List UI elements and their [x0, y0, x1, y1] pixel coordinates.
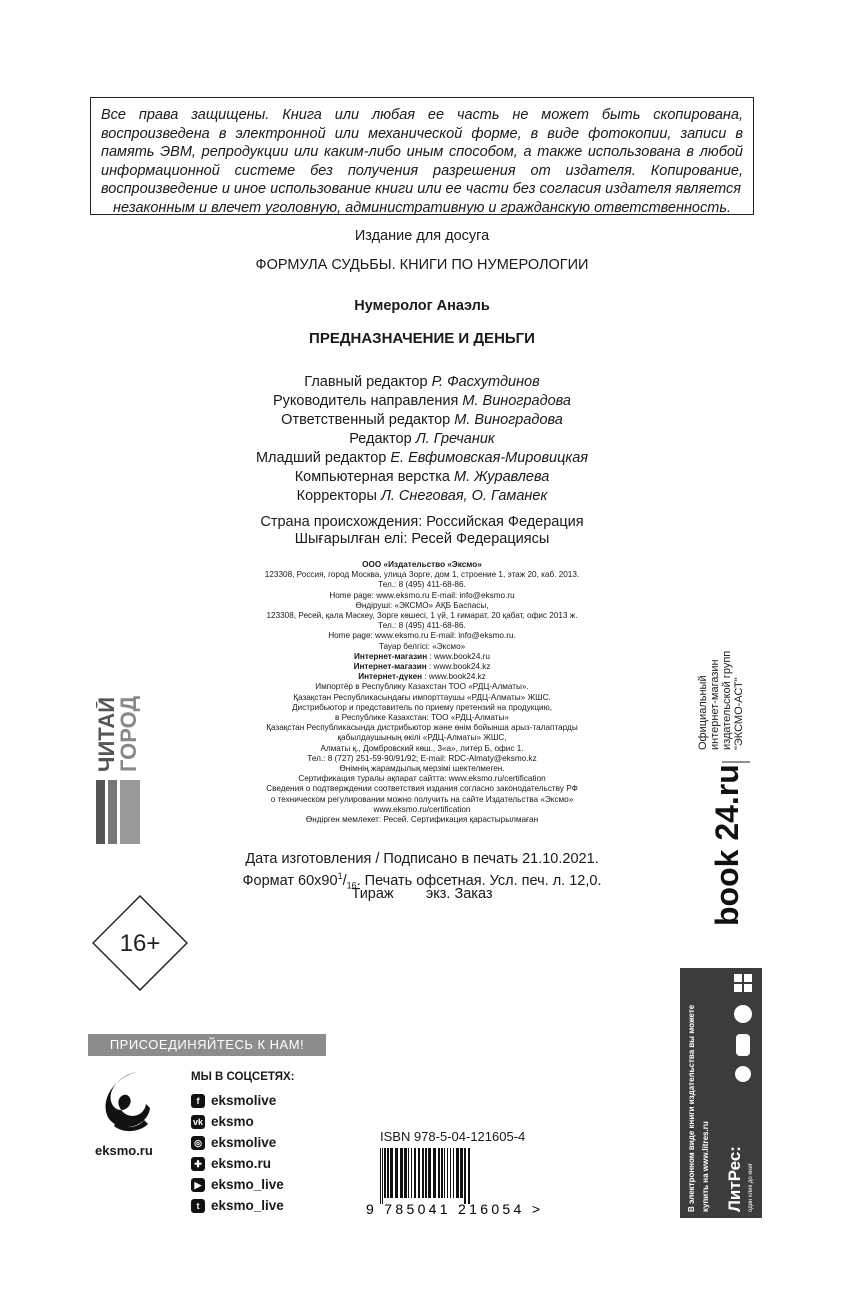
- credit-line: [0, 430, 844, 449]
- publisher-line: Тел.: 8 (727) 251-59-90/91/92; E-mail: RDC-Almaty@eksmo.kz: [307, 753, 537, 763]
- credit-role: Корректоры: [296, 488, 377, 504]
- publisher-line: Сертификация туралы ақпарат сайтта: www.eksmo.ru/certification: [298, 774, 546, 784]
- book24-caption-3: издательской группы: [721, 650, 733, 750]
- book24-caption-1: Официальный: [697, 675, 709, 750]
- barcode-bar: [433, 1148, 436, 1198]
- barcode-bar: [418, 1148, 420, 1198]
- litres-line-2: купить на www.litres.ru: [701, 1121, 710, 1212]
- barcode-bar: [438, 1148, 440, 1198]
- barcode-bar: [390, 1148, 393, 1198]
- social-item[interactable]: [191, 1092, 276, 1110]
- barcode-bar: [384, 1148, 386, 1198]
- credit-line: [0, 468, 844, 487]
- credit-role: Ответственный редактор: [281, 412, 451, 428]
- barcode-bar: [382, 1148, 383, 1204]
- gorod-word: ГОРОД: [116, 695, 140, 772]
- book-title: ПРЕДНАЗНАЧЕНИЕ И ДЕНЬГИ: [309, 330, 535, 347]
- instagram-icon: ◎: [191, 1136, 205, 1150]
- android-icon: [736, 1034, 750, 1056]
- apple-icon: [735, 1066, 751, 1082]
- rights-notice-text: Все права защищены. Книга или любая ее часть не может быть скопирована, воспроизведена в электронной или механической форме, в виде фотокопии, записи в память ЭВМ, репродукции или каким-либо иным способом, а также использована в любой информационной системе без получения разрешения от издателя. Копирование, воспроизведение и иное использование книги или ее части без согласия издателя является: [101, 107, 743, 198]
- publisher-line: Интернет-дүкен : www.book24.kz: [358, 672, 486, 682]
- isbn-number: ISBN 978-5-04-121605-4: [380, 1129, 526, 1144]
- publisher-line: о техническом регулировании можно получить на сайте Издательства «Эксмо»: [270, 794, 574, 804]
- credit-person: Р. Фасхутдинов: [431, 374, 540, 390]
- barcode-bar: [453, 1148, 454, 1198]
- vk-icon: vk: [192, 1117, 203, 1128]
- barcode-bar: [460, 1148, 463, 1198]
- facebook-icon: f: [191, 1094, 205, 1108]
- social-item[interactable]: [191, 1155, 271, 1173]
- credit-role: Руководитель направления: [273, 393, 459, 409]
- social-label: eksmolive: [211, 1093, 277, 1108]
- social-label: eksmo_live: [211, 1198, 284, 1213]
- edition-type: Издание для досуга: [354, 228, 490, 244]
- barcode-bar: [428, 1148, 431, 1198]
- litres-block: [680, 968, 762, 1218]
- barcode-bar: [422, 1148, 424, 1198]
- publisher-line: Интернет-магазин : www.book24.kz: [353, 662, 491, 672]
- publisher-line: Өндіруші: «ЭКСМО» АҚБ Баспасы,: [355, 600, 489, 610]
- chitai-word: ЧИТАЙ: [96, 696, 119, 772]
- publisher-line: www.eksmo.ru/certification: [373, 804, 471, 814]
- social-item[interactable]: [191, 1176, 284, 1194]
- eksmo-website[interactable]: eksmo.ru: [95, 1143, 153, 1158]
- publisher-line: Алматы қ., Домбровский көш., 3«а», литер Б, офис 1.: [320, 743, 524, 753]
- origin-line-2: Шығарылған елі: Ресей Федерациясы: [294, 531, 550, 547]
- publisher-line: Home page: www.eksmo.ru E-mail: info@eksmo.ru.: [328, 631, 516, 641]
- credit-role: Главный редактор: [304, 374, 428, 390]
- credit-person: Л. Гречаник: [415, 431, 495, 447]
- litres-tagline: один клик до книг: [748, 1163, 754, 1212]
- publisher-line: Қазақстан Республикасында дистрибьютор және өнім бойынша арыз-талаптарды: [266, 723, 578, 733]
- litres-logo: ЛитРес:: [725, 1146, 744, 1212]
- social-item[interactable]: [191, 1113, 254, 1131]
- publisher-line: 123308, Россия, город Москва, улица Зорге, дом 1, строение 1, этаж 20, каб. 2013.: [264, 570, 580, 580]
- publisher-line: Сведения о подтверждении соответствия издания согласно законодательству РФ: [266, 784, 578, 794]
- barcode-bar: [380, 1148, 381, 1204]
- credit-person: М. Виноградова: [454, 412, 563, 428]
- barcode-bar: [408, 1148, 409, 1198]
- barcode-bar: [444, 1148, 445, 1198]
- book24-caption-4: "ЭКСМО-АСТ": [733, 677, 745, 750]
- origin-line-1: Страна происхождения: Российская Федерация: [260, 514, 584, 530]
- social-label: eksmo: [211, 1114, 254, 1129]
- barcode-bar: [411, 1148, 412, 1198]
- credit-line: [0, 449, 844, 468]
- barcode-bar: [404, 1148, 407, 1198]
- credit-line: [0, 373, 844, 392]
- barcode-bar: [400, 1148, 403, 1198]
- rights-notice-box: [90, 97, 754, 215]
- social-heading: МЫ В СОЦСЕТЯХ:: [191, 1071, 295, 1083]
- barcode-bar: [395, 1148, 398, 1198]
- barcode-bar: [468, 1148, 470, 1204]
- barcode-bar: [447, 1148, 448, 1198]
- barcode-bar: [425, 1148, 427, 1198]
- publisher-info: [200, 560, 644, 825]
- social-label: eksmolive: [211, 1135, 277, 1150]
- eksmo-logo: [100, 1068, 152, 1138]
- publisher-line: Өнімнің жарамдылық мерзімі шектелмеген.: [339, 764, 505, 774]
- isbn-barcode: [366, 1148, 542, 1216]
- credit-person: Л. Снеговая, О. Гаманек: [380, 488, 548, 504]
- barcode-bar: [441, 1148, 443, 1198]
- chitai-gorod-logo: [96, 672, 140, 844]
- credit-person: М. Журавлева: [454, 469, 550, 485]
- social-label: eksmo.ru: [211, 1156, 272, 1171]
- barcode-bar: [387, 1148, 389, 1198]
- publisher-line: Тел.: 8 (495) 411-68-86.: [378, 580, 466, 590]
- publisher-line: Өндірген мемлекет: Ресей. Сертификация қарастырылмаған: [305, 815, 539, 825]
- credit-line: [0, 487, 844, 506]
- series-title: ФОРМУЛА СУДЬБЫ. КНИГИ ПО НУМЕРОЛОГИИ: [255, 257, 589, 273]
- age-rating-text: 16+: [119, 930, 161, 957]
- barcode-bar: [464, 1148, 466, 1204]
- publisher-line: Интернет-магазин : www.book24.ru: [354, 651, 490, 661]
- print-format: Формат $60х90^1/_{16}$. Печать офсетная. Усл. печ. л. 12,0.: [242, 871, 602, 891]
- publisher-line: ООО «Издательство «Эксмо»: [362, 560, 482, 569]
- credit-role: Младший редактор: [255, 450, 387, 466]
- barcode-bar: [414, 1148, 416, 1198]
- print-date: Дата изготовления / Подписано в печать 21.10.2021.: [245, 851, 599, 867]
- publisher-line: Тел.: 8 (495) 411-68-86.: [378, 621, 466, 631]
- barcode-bar: [456, 1148, 459, 1198]
- credit-role: Редактор: [349, 431, 412, 447]
- book24-caption-2: интернет-магазин: [709, 659, 721, 750]
- print-run: Тираж экз. Заказ: [351, 886, 493, 902]
- windows-phone-icon: [734, 1005, 752, 1023]
- credit-line: [0, 411, 844, 430]
- rights-notice-last-line: незаконным и влечет уголовную, административную и гражданскую ответственность.: [113, 199, 731, 216]
- social-label: eksmo_live: [211, 1177, 284, 1192]
- age-rating-badge: [92, 895, 188, 991]
- publisher-line: Дистрибьютор и представитель по приему претензий на продукцию,: [292, 702, 552, 712]
- credit-person: М. Виноградова: [462, 393, 571, 409]
- publisher-line: Тауар белгісі: «Эксмо»: [378, 641, 466, 651]
- publisher-line: қабылдаушының өкілі «РДЦ-Алматы» ЖШС,: [337, 733, 507, 743]
- join-us-banner: ПРИСОЕДИНЯЙТЕСЬ К НАМ!: [88, 1034, 326, 1056]
- social-item[interactable]: [191, 1134, 276, 1152]
- book24-block: [686, 650, 772, 940]
- credit-role: Компьютерная верстка: [294, 469, 450, 485]
- barcode-digits: 9 785041 216054 >: [366, 1201, 540, 1216]
- publisher-line: Қазақстан Республикасындағы импорттаушы «РДЦ-Алматы» ЖШС.: [293, 692, 551, 702]
- publisher-line: Импортёр в Республику Казахстан ТОО «РДЦ-Алматы».: [315, 682, 529, 692]
- publisher-line: 123308, Ресей, қала Мәскеу, Зорге көшесі, 1 үй, 1 ғимарат, 20 қабат, офис 2013 ж.: [266, 611, 578, 621]
- credits-list: [0, 373, 844, 506]
- credit-line: [0, 392, 844, 411]
- ok-icon: ✚: [191, 1157, 205, 1171]
- social-item[interactable]: [191, 1197, 284, 1215]
- litres-line-1: В электронном виде книги издательства вы можете: [687, 1004, 696, 1212]
- youtube-icon: ▶: [191, 1178, 205, 1192]
- publisher-line: в Республике Казахстан: ТОО «РДЦ-Алматы»: [335, 713, 509, 723]
- barcode-bar: [450, 1148, 451, 1198]
- author-name: Нумеролог Анаэль: [354, 298, 490, 314]
- credit-person: Е. Евфимовская-Мировицкая: [390, 450, 589, 466]
- publisher-line: Home page: www.eksmo.ru E-mail: info@eksmo.ru: [329, 590, 515, 600]
- twitter-icon: t: [191, 1199, 205, 1213]
- book24-logo: book 24.ru: [709, 764, 745, 926]
